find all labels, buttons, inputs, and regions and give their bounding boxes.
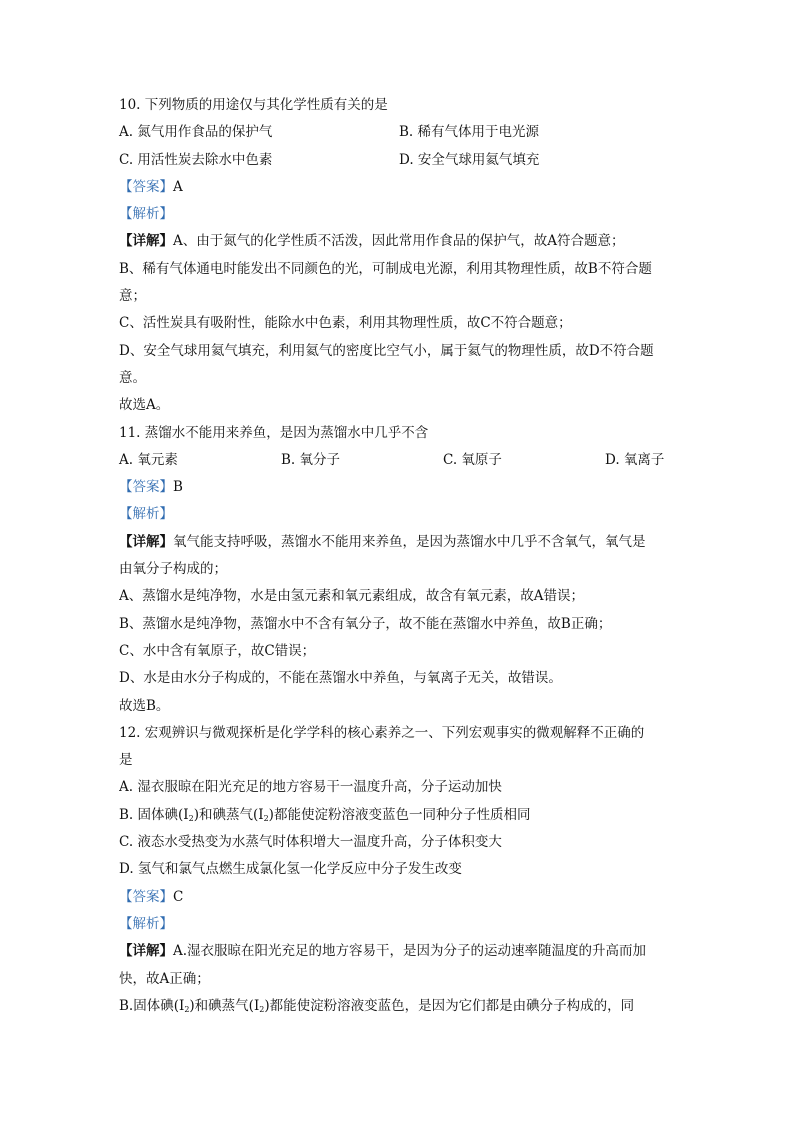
q10-detail-line: 意；: [119, 288, 146, 305]
subscript: 2: [184, 1004, 190, 1014]
q11-detail-line: 由氧分子构成的；: [119, 561, 227, 578]
document-page: [119, 92, 679, 1020]
q11-conclusion: 故选B。: [119, 697, 170, 714]
q11-options-row: [119, 447, 679, 474]
q10-detail-line: C、活性炭具有吸附性，能除水中色素，利用其物理性质，故C不符合题意；: [119, 315, 572, 332]
q10-options-row-1: [119, 119, 679, 146]
q11-answer-value: B: [173, 479, 183, 496]
answer-tag: 【答案】: [119, 888, 173, 905]
q12-option-a: A. 湿衣服晾在阳光充足的地方容易干一温度升高，分子运动加快: [119, 779, 502, 796]
q11-answer: [119, 474, 679, 501]
q11-stem: 11. 蒸馏水不能用来养鱼，是因为蒸馏水中几乎不含: [119, 424, 429, 441]
q12-answer: [119, 884, 679, 911]
q12-option-b: B. 固体碘$(I_2)$和碘蒸气$(I_2)$都能使淀粉溶液变蓝色一同种分子性质相同: [119, 806, 531, 823]
q10-stem: 10. 下列物质的用途仅与其化学性质有关的是: [119, 97, 388, 113]
q12-detail-line: 【详解】A.湿衣服晾在阳光充足的地方容易干，是因为分子的运动速率随温度的升高而加: [119, 943, 647, 960]
q10-options-row-2: [119, 147, 679, 174]
q10-answer: [119, 174, 679, 201]
q11-detail-line: B、蒸馏水是纯净物，蒸馏水中不含有氧分子，故不能在蒸馏水中养鱼，故B正确；: [119, 615, 612, 632]
q10-detail-line: 【详解】A、由于氮气的化学性质不活泼，因此常用作食品的保护气，故A符合题意；: [119, 233, 625, 250]
answer-tag: 【答案】: [119, 178, 173, 195]
q10-option-d: D. 安全气球用氦气填充: [399, 151, 540, 168]
q12-option-c: C. 液态水受热变为水蒸气时体积增大一温度升高，分子体积变大: [119, 834, 502, 851]
q10-detail-line: B、稀有气体通电时能发出不同颜色的光，可制成电光源，利用其物理性质，故B不符合题: [119, 260, 652, 277]
q12-stem-continued: 是: [119, 752, 133, 769]
q12-answer-value: C: [173, 888, 184, 905]
q11-option-d: D. 氧离子: [605, 451, 665, 468]
answer-tag: 【答案】: [119, 479, 173, 496]
q12-stem: 12. 宏观辨识与微观探析是化学学科的核心素养之一、下列宏观事实的微观解释不正确的: [119, 724, 645, 741]
q11-option-b: B. 氧分子: [281, 451, 341, 468]
q12-detail-line: B.固体碘$(I_2)$和碘蒸气$(I_2)$都能使淀粉溶液变蓝色，是因为它们都是由碘分子构成的，同: [119, 997, 635, 1014]
q12-option-d: D. 氢气和氯气点燃生成氯化氢一化学反应中分子发生改变: [119, 861, 462, 878]
q12-analysis-tag: 【解析】: [119, 915, 173, 932]
subscript: 2: [263, 813, 269, 823]
detail-tag: 【详解】: [119, 943, 173, 960]
detail-tag: 【详解】: [119, 233, 173, 250]
q12-detail-line: 快，故A正确；: [119, 970, 210, 987]
q10-answer-value: A: [173, 178, 183, 195]
q10-option-c: C. 用活性炭去除水中色素: [119, 151, 273, 168]
q11-analysis-tag: 【解析】: [119, 506, 173, 523]
q10-analysis-tag: 【解析】: [119, 206, 173, 223]
q11-option-c: C. 氧原子: [443, 451, 502, 468]
q10-conclusion: 故选A。: [119, 397, 170, 414]
q11-detail-line: 【详解】氧气能支持呼吸，蒸馏水不能用来养鱼，是因为蒸馏水中几乎不含氧气，氧气是: [119, 533, 646, 550]
q11-detail-line: D、水是由水分子构成的，不能在蒸馏水中养鱼，与氧离子无关，故错误。: [119, 670, 562, 687]
q11-detail-line: C、水中含有氧原子，故C错误；: [119, 642, 316, 659]
q11-detail-line: A、蒸馏水是纯净物，水是由氢元素和氧元素组成，故含有氧元素，故A错误；: [119, 588, 584, 605]
q10-detail-line: 意。: [119, 369, 146, 386]
q10-option-a: A. 氮气用作食品的保护气: [119, 124, 273, 141]
detail-tag: 【详解】: [119, 533, 173, 550]
q10-detail-line: D、安全气球用氦气填充，利用氦气的密度比空气小，属于氦气的物理性质，故D不符合题: [119, 342, 654, 359]
q10-option-b: B. 稀有气体用于电光源: [399, 124, 540, 141]
subscript: 2: [188, 813, 194, 823]
subscript: 2: [259, 1004, 265, 1014]
q11-option-a: A. 氧元素: [119, 451, 178, 468]
